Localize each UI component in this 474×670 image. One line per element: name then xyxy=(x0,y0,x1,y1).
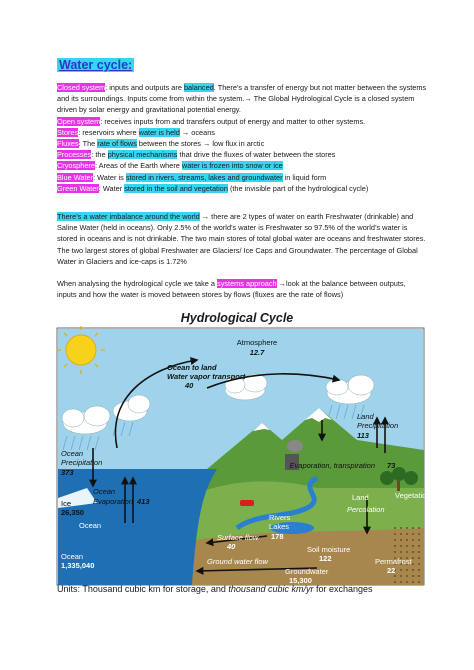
imbalance-text: → there are 2 types of water on earth Freshwater (drinkable) and Saline Water (held in oceans). Only 2.5% of the world’s water is Freshwater so 97.5% of the world’s water is stored in oceans and is not drinkable. The two main stores of total global water are oceans and freshwater stores. The two largest stores of global Freshwater are Glaciers/ Ice Caps and Groundwater. The percentage of Global Water in Glaciers and ice-caps is 1.72% xyxy=(57,212,426,266)
caption-text-a: Units: Thousand cubic km for storage, and xyxy=(57,584,229,594)
green-water-label: Green Water xyxy=(57,183,99,193)
permafrost-layer xyxy=(392,523,424,585)
fluxes-highlight: rate of flows xyxy=(97,139,137,149)
systems-text-a: When analysing the hydrological cycle we take a xyxy=(57,279,218,288)
processes-label: Processes xyxy=(57,150,92,160)
page-title: Water cycle: xyxy=(59,58,133,72)
rivers-label-2: Lakes xyxy=(269,522,290,531)
blue-water-label: Blue Water xyxy=(57,172,94,182)
surface-flow-value: 40 xyxy=(227,542,236,551)
imbalance-highlight: There’s a water imbalance around the world xyxy=(57,212,200,221)
closed-system-text-d: The Global Hydrological Cycle is a closed system driven by solar energy and gravitational potential energy. xyxy=(57,94,415,115)
surface-flow-label: Surface flow xyxy=(217,533,259,542)
ocean-evap-label-2: Evaporation xyxy=(93,497,134,506)
closed-system-label: Closed system xyxy=(57,83,106,92)
cryosphere-label: Cryosphere xyxy=(57,161,95,171)
systems-text-b: →look at the balance between outputs, inputs and how the water is moved between stores by flows (fluxes are the rate of flows) xyxy=(57,279,406,300)
cryosphere-text-a: : Areas of the Earth where xyxy=(94,161,182,171)
ice-value: 26,350 xyxy=(61,508,84,517)
soil-moisture-value: 122 xyxy=(319,554,332,563)
hydrological-cycle-diagram xyxy=(57,328,431,585)
green-water-highlight: stored in the soil and vegetation xyxy=(124,183,228,193)
permafrost-value: 22 xyxy=(387,566,396,575)
fluxes-text-a: : The xyxy=(78,139,98,149)
ice-label: Ice xyxy=(61,499,72,508)
caption-text-b: thousand cubic km/yr xyxy=(228,584,314,594)
diagram-title: Hydrological Cycle xyxy=(180,311,294,325)
ocean-precip-label-1: Ocean xyxy=(61,449,84,458)
ocean-evap-value: 413 xyxy=(137,497,150,506)
imbalance-paragraph xyxy=(57,211,427,267)
groundwater-label: Groundwater xyxy=(285,567,329,576)
green-water-text-c: (the invisible part of the hydrological cycle) xyxy=(227,183,369,193)
caption-text-c: for exchanges xyxy=(313,584,373,594)
diagram-caption xyxy=(57,584,373,594)
car-icon xyxy=(240,500,254,506)
evap-trans-label: Evaporation, transpiration xyxy=(289,461,375,470)
cryosphere-highlight: water is frozen into snow or ice xyxy=(181,161,283,171)
systems-paragraph xyxy=(57,278,427,300)
fluxes-label: Fluxes xyxy=(57,139,79,149)
balanced-highlight: balanced xyxy=(183,83,214,92)
percolation-label: Percolation xyxy=(347,505,385,514)
land-precip-label-2: Precipitation xyxy=(357,421,399,430)
soil-moisture-label: Soil moisture xyxy=(307,545,351,554)
groundwater-value: 15,300 xyxy=(289,576,312,585)
processes-text-a: : the xyxy=(91,150,108,160)
transport-label-2: Water vapor transport xyxy=(167,372,246,381)
closed-system-text-a: : inputs and outputs are xyxy=(105,83,184,92)
open-system-label: Open system xyxy=(57,116,101,126)
definitions-paragraph xyxy=(57,82,427,194)
vegetation-label: Vegetation xyxy=(395,491,431,500)
blue-water-highlight: stored in rivers, streams, lakes and groundwater xyxy=(125,172,283,182)
permafrost-label: Permafrost xyxy=(375,557,412,566)
ocean-label: Ocean xyxy=(79,521,102,530)
rivers-label-1: Rivers xyxy=(269,513,291,522)
fluxes-text-c: between the stores → low flux in arctic xyxy=(136,139,265,149)
atmosphere-label: Atmosphere xyxy=(236,338,278,347)
ocean-evap-label-1: Ocean xyxy=(93,487,116,496)
transport-label-1: Ocean to land xyxy=(167,363,217,372)
land-label: Land xyxy=(352,493,369,502)
blue-water-text-a: : Water is xyxy=(93,172,126,182)
ocean-store-value: 1,335,040 xyxy=(61,561,95,570)
rivers-value: 178 xyxy=(271,532,284,541)
stores-highlight: water is held xyxy=(138,127,180,137)
ocean-precip-value: 373 xyxy=(61,468,74,477)
closed-system-text-c: . There’s a transfer of energy but not matter between the systems and its surroundings. Inputs come from within the system. xyxy=(57,83,427,104)
evap-trans-value: 73 xyxy=(387,461,396,470)
stores-text-c: → oceans xyxy=(179,127,215,137)
open-system-text: : receives inputs from and transfers output of energy and matter to other systems. xyxy=(100,116,366,126)
processes-text-c: that drive the fluxes of water between the stores xyxy=(177,150,336,160)
green-water-text-a: : Water xyxy=(98,183,125,193)
blue-water-text-c: in liquid form xyxy=(282,172,327,182)
stores-text-a: : reservoirs where xyxy=(78,127,139,137)
arrow-icon: → xyxy=(244,94,252,104)
systems-approach-highlight: systems approach xyxy=(217,279,277,288)
atmosphere-value: 12.7 xyxy=(249,348,265,357)
transport-value: 40 xyxy=(185,381,194,390)
ground-flow-label: Ground water flow xyxy=(207,557,268,566)
stores-label: Stores xyxy=(57,127,79,137)
ocean-precip-label-2: Precipitation xyxy=(61,458,103,467)
land-precip-label-1: Land xyxy=(357,412,374,421)
processes-highlight: physical mechanisms xyxy=(107,150,178,160)
land-precip-value: 113 xyxy=(357,431,369,440)
ocean-store-label: Ocean xyxy=(61,552,84,561)
